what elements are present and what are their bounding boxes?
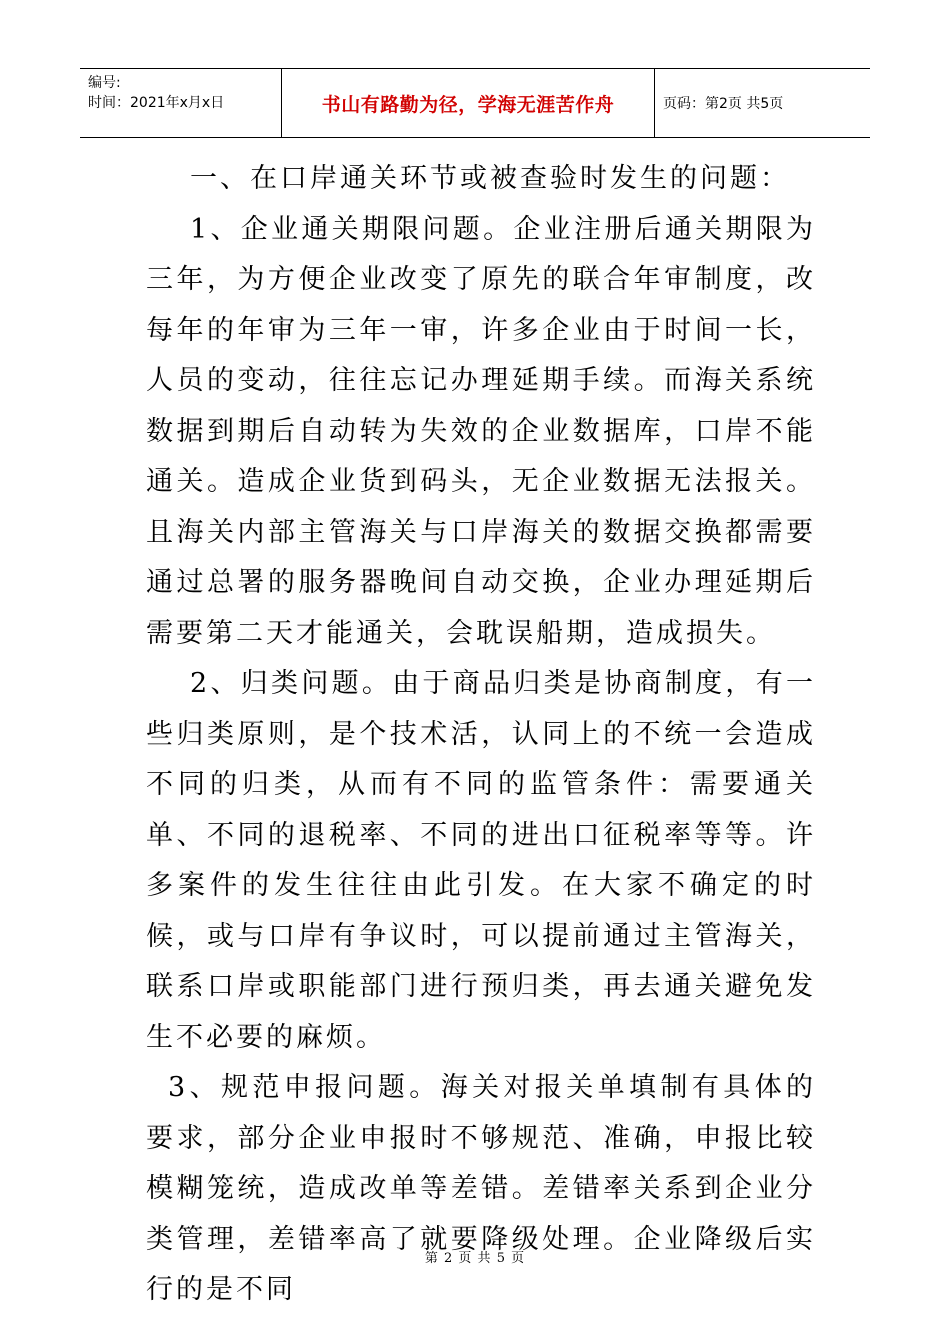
page-footer: 第 2 页 共 5 页 xyxy=(424,1251,526,1266)
page-header xyxy=(80,68,870,138)
header-page-info: 页码：第2页 共5页 xyxy=(663,96,784,112)
document-body xyxy=(146,154,816,1316)
section-heading: 一、在口岸通关环节或被查验时发生的问题： xyxy=(190,163,790,194)
number-label: 编号: xyxy=(88,75,121,91)
time-label: 时间：2021年x月x日 xyxy=(88,95,225,111)
header-meta xyxy=(80,69,282,137)
paragraph-3: 3、规范申报问题。海关对报关单填制有具体的要求，部分企业申报时不够规范、准确，申报比较模糊笼统，造成改单等差错。差错率关系到企业分类管理，差错率高了就要降级处理。企业降级后实行的是不同 xyxy=(146,1072,816,1305)
paragraph-1: 1、企业通关期限问题。企业注册后通关期限为三年，为方便企业改变了原先的联合年审制度，改每年的年审为三年一审，许多企业由于时间一长，人员的变动，往往忘记办理延期手续。而海关系统数据到期后自动转为失效的企业数据库，口岸不能通关。造成企业货到码头，无企业数据无法报关。且海关内部主管海关与口岸海关的数据交换都需要通过总署的服务器晚间自动交换，企业办理延期后需要第二天才能通关，会耽误船期，造成损失。 xyxy=(146,213,816,649)
paragraph-2: 2、归类问题。由于商品归类是协商制度，有一些归类原则，是个技术活，认同上的不统一会造成不同的归类，从而有不同的监管条件：需要通关单、不同的退税率、不同的进出口征税率等等。许多案件的发生往往由此引发。在大家不确定的时候，或与口岸有争议时，可以提前通过主管海关，联系口岸或职能部门进行预归类，再去通关避免发生不必要的麻烦。 xyxy=(146,668,816,1053)
header-motto: 书山有路勤为径，学海无涯苦作舟 xyxy=(282,69,655,137)
